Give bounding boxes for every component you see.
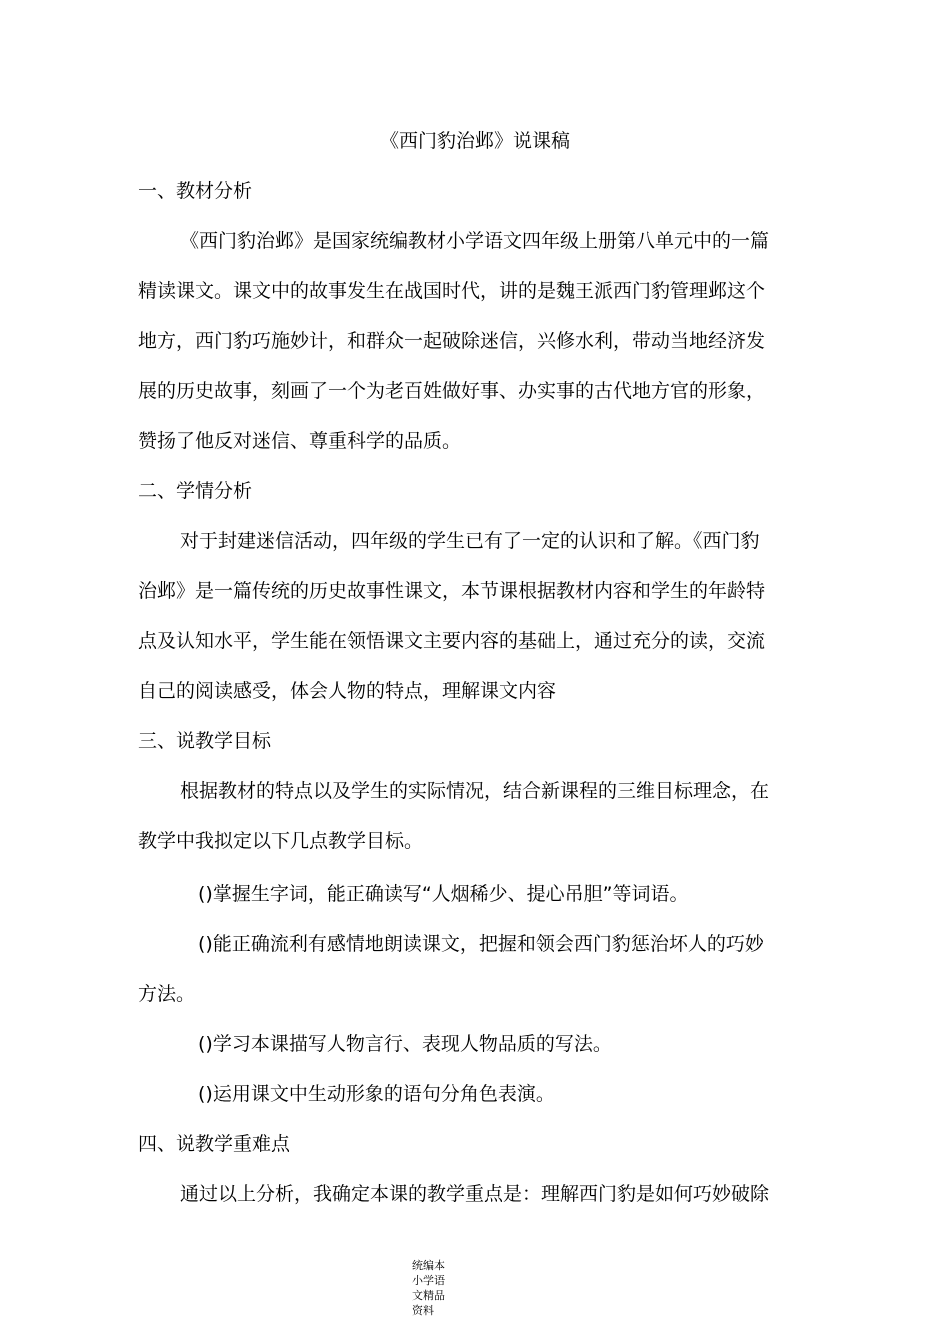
footer-line: 小学语 xyxy=(412,1274,445,1287)
document-title: 《西门豹治邺》说课稿 xyxy=(379,130,570,152)
section-heading: 三、说教学目标 xyxy=(138,730,272,752)
footer-note xyxy=(412,1258,460,1318)
paragraph-line: 地方，西门豹巧施妙计，和群众一起破除迷信，兴修水利，带动当地经济发 xyxy=(138,330,766,352)
paragraph-line: 对于封建迷信活动，四年级的学生已有了一定的认识和了解。《西门豹 xyxy=(180,530,760,552)
footer-line: 资料 xyxy=(412,1304,434,1317)
section-heading: 四、说教学重难点 xyxy=(138,1133,291,1155)
paragraph-line: 治邺》是一篇传统的历史故事性课文，本节课根据教材内容和学生的年龄特 xyxy=(138,580,766,602)
paragraph-line: 点及认知水平，学生能在领悟课文主要内容的基础上，通过充分的读，交流 xyxy=(138,630,766,652)
paragraph-line: 自己的阅读感受，体会人物的特点，理解课文内容 xyxy=(138,680,557,702)
goal-item: ()掌握生字词，能正确读写“人烟稀少、提心吊胆”等词语。 xyxy=(198,883,689,905)
paragraph-line: 展的历史故事，刻画了一个为老百姓做好事、办实事的古代地方官的形象， xyxy=(138,380,766,402)
goal-item: ()学习本课描写人物言行、表现人物品质的写法。 xyxy=(198,1033,612,1055)
paragraph-line: 精读课文。课文中的故事发生在战国时代，讲的是魏王派西门豹管理邺这个 xyxy=(138,280,766,302)
paragraph-line: 《西门豹治邺》是国家统编教材小学语文四年级上册第八单元中的一篇 xyxy=(180,230,770,252)
section-heading: 二、学情分析 xyxy=(138,480,253,502)
paragraph-line: 赞扬了他反对迷信、尊重科学的品质。 xyxy=(138,430,462,452)
footer-line: 文精品 xyxy=(412,1289,445,1302)
paragraph-line: 教学中我拟定以下几点教学目标。 xyxy=(138,830,424,852)
goal-item: ()运用课文中生动形象的语句分角色表演。 xyxy=(198,1083,555,1105)
footer-line: 统编本 xyxy=(412,1259,445,1272)
section-heading: 一、教材分析 xyxy=(138,180,253,202)
goal-item-continuation: 方法。 xyxy=(138,983,196,1005)
paragraph-line: 通过以上分析，我确定本课的教学重点是：理解西门豹是如何巧妙破除 xyxy=(180,1183,770,1205)
goal-item: ()能正确流利有感情地朗读课文，把握和领会西门豹惩治坏人的巧妙 xyxy=(198,933,764,955)
paragraph-line: 根据教材的特点以及学生的实际情况，结合新课程的三维目标理念，在 xyxy=(180,780,770,802)
